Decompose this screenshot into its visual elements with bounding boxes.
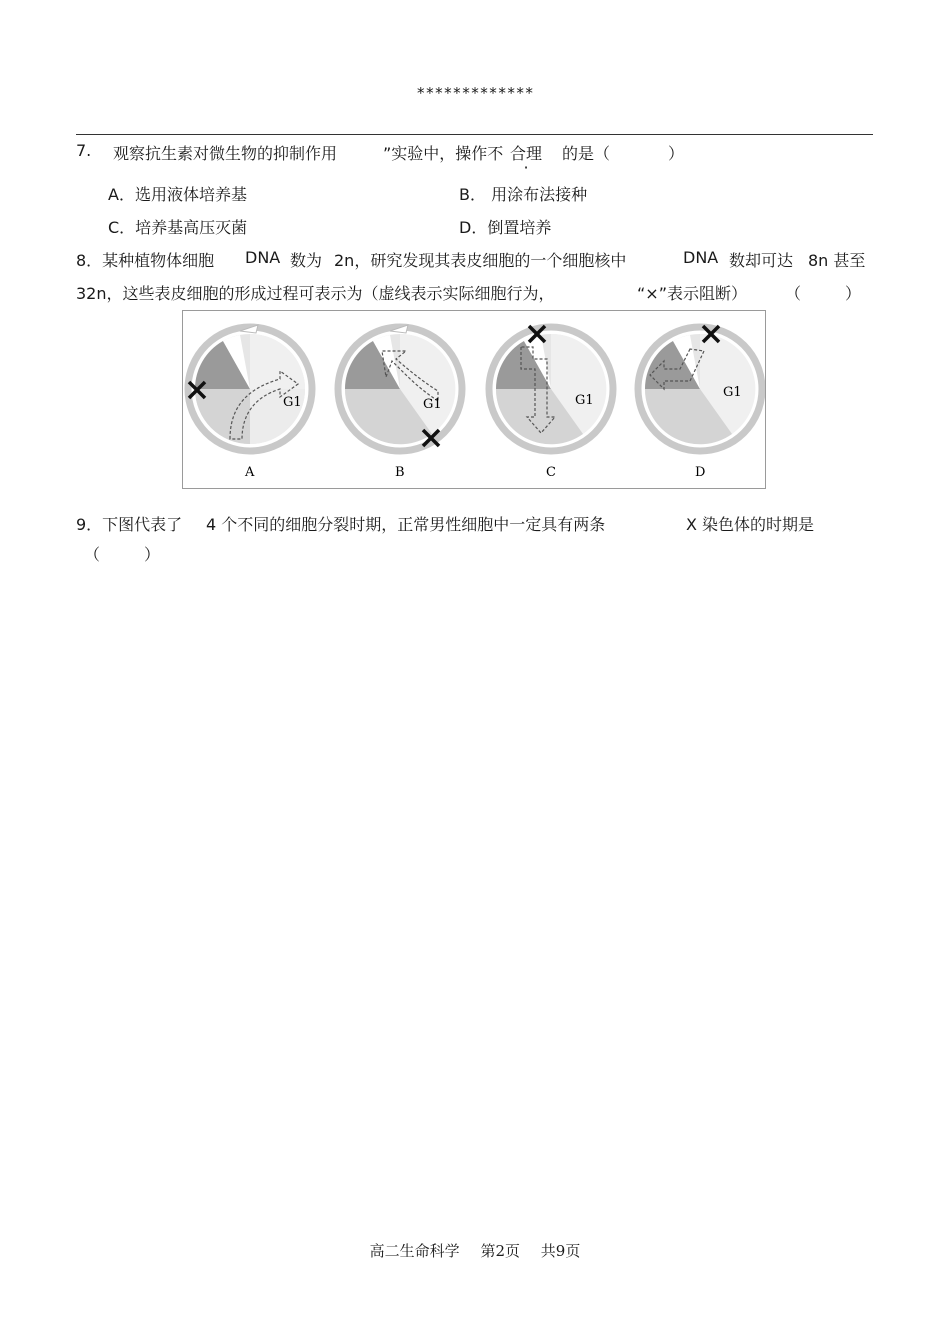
footer-total: 共9页: [540, 1242, 581, 1260]
q9-line2-a: （: [84, 545, 101, 564]
header-stars: *************: [416, 84, 534, 102]
panel-label-c: C: [546, 465, 556, 480]
q8-line1-d: 2n，研究发现其表皮细胞的一个细胞核中: [334, 251, 627, 270]
cycle-panel-d: [638, 326, 762, 451]
page-footer: [0, 1240, 950, 1261]
q9-line1-b: 4 个不同的细胞分裂时期，正常男性细胞中一定具有两条: [206, 515, 606, 534]
cycle-panel-b: [338, 325, 462, 451]
q8-line2-a: 32n，这些表皮细胞的形成过程可表示为（虚线表示实际细胞行为，: [76, 284, 555, 303]
q7-text-before: 观察抗生素对微生物的抑制作用: [113, 144, 338, 163]
q7-option-d: D．倒置培养: [459, 218, 552, 237]
panel-label-b: B: [395, 465, 405, 480]
cycle-panel-c: [489, 326, 613, 451]
g1-label-d: G1: [723, 385, 742, 400]
q7-paren-close: ）: [668, 144, 685, 163]
q9-line1-a: 9．下图代表了: [76, 515, 183, 534]
g1-label-c: G1: [575, 393, 594, 408]
q8-line1-c: 数为: [290, 251, 323, 270]
panel-label-d: D: [695, 465, 706, 480]
q9-line2-b: ）: [144, 545, 161, 564]
g1-label-a: G1: [283, 395, 302, 410]
panel-label-a: A: [245, 465, 255, 480]
q7-option-b: B． 用涂布法接种: [459, 185, 588, 204]
q7-quote-end: ”实验中，操作不: [383, 144, 504, 163]
q7-text-after: 的是（: [562, 144, 611, 163]
header-rule: [76, 134, 873, 135]
q9-line1-c: X 染色体的时期是: [686, 515, 815, 534]
g1-label-b: G1: [423, 397, 442, 412]
cycle-panel-a: [188, 325, 312, 451]
q8-line1-e: DNA: [683, 248, 719, 267]
footer-page: 第2页: [480, 1242, 520, 1260]
q7-option-c: C．培养基高压灭菌: [108, 218, 248, 237]
q8-line2-c: （: [785, 284, 802, 303]
q8-line2-d: ）: [845, 284, 862, 303]
cell-cycle-figure: [182, 310, 766, 489]
q7-emphasis: [510, 141, 542, 164]
q7-option-a: A．选用液体培养基: [108, 185, 247, 204]
q8-line1-a: 8．某种植物体细胞: [76, 251, 215, 270]
q8-line1-f: 数却可达: [729, 251, 794, 270]
q8-line1-g: 8n 甚至: [808, 251, 866, 270]
q7-emph-text: 合理: [510, 144, 543, 163]
q8-line1-b: DNA: [245, 248, 281, 267]
q8-line2-b: “×”表示阻断）: [637, 284, 747, 303]
q7-number: 7.: [76, 141, 92, 160]
footer-subject: 高二生命科学: [369, 1242, 460, 1260]
